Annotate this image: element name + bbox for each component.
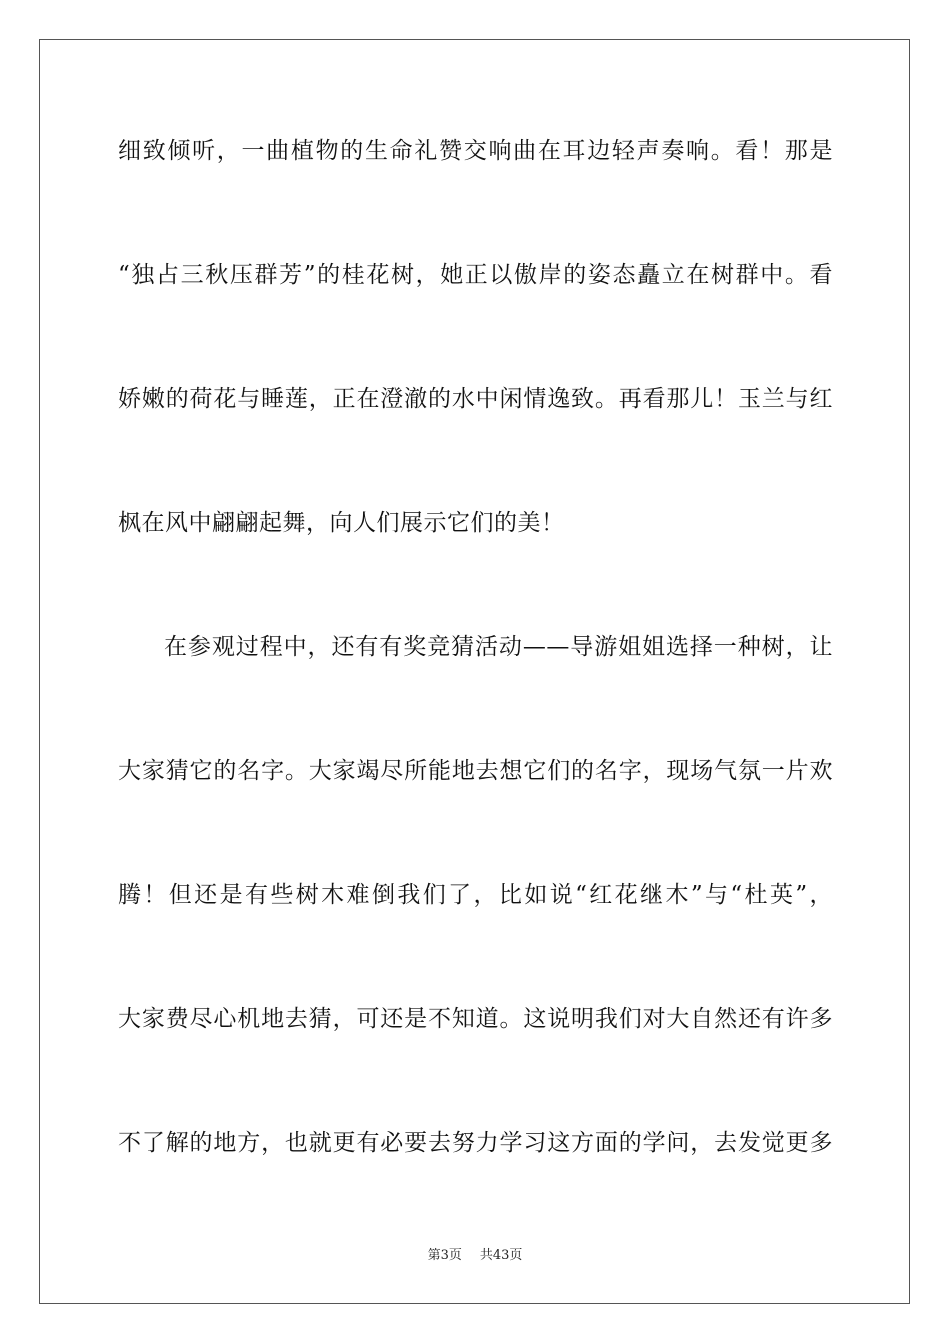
page-number: 第3页 [427,1248,462,1263]
text-line: 大家费尽心机地去猜，可还是不知道。这说明我们对大自然还有许多 [118,1006,833,1032]
text-line: 枫在风中翩翩起舞，向人们展示它们的美！ [118,510,565,536]
text-line: 细致倾听，一曲植物的生命礼赞交响曲在耳边轻声奏响。看！那是 [118,138,833,164]
text-line: 大家猜它的名字。大家竭尽所能地去想它们的名字，现场气氛一片欢 [118,758,833,784]
text-line: 不了解的地方，也就更有必要去努力学习这方面的学问，去发觉更多 [118,1130,833,1156]
text-line: 腾！但还是有些树木难倒我们了，比如说“红花继木”与“杜英”， [118,882,833,908]
page-footer [0,1247,950,1265]
text-line: “独占三秋压群芳”的桂花树，她正以傲岸的姿态矗立在树群中。看 [118,262,833,288]
total-pages: 共43页 [479,1248,523,1263]
paragraph-first-line: 在参观过程中，还有有奖竞猜活动——导游姐姐选择一种树，让 [164,634,833,660]
text-line: 娇嫩的荷花与睡莲，正在澄澈的水中闲情逸致。再看那儿！玉兰与红 [118,386,833,412]
page-border [39,39,910,1304]
